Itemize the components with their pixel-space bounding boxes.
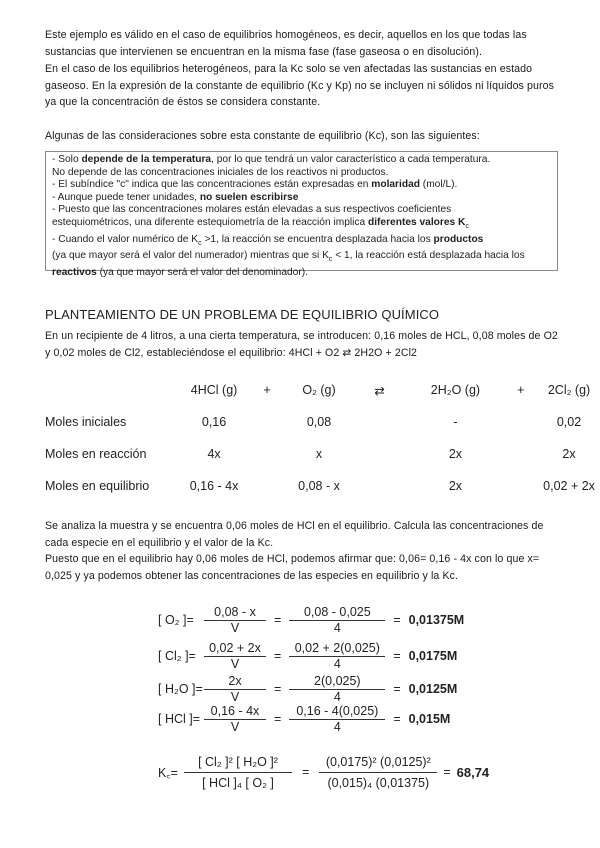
table-cell: x [315,447,323,461]
header-cell: 4HCl (g) [190,383,238,397]
table-header-row [45,374,600,406]
formula-cl2: [ Cl₂ ]= $\frac{0,02 + 2x}{V}$ = $\frac{0,02 + 2(0,025)}{4}$ = 0,0175M [158,640,458,671]
table-cell: 2x [448,447,463,461]
table-cell: 0,02 [556,415,582,429]
consideration-temperature: - Solo depende de la temperatura, por lo que tendrá un valor característico a cada temperatura. [52,154,491,165]
consideration-initial: No depende de las concentraciones iniciales de los reactivos ni productos. [52,166,389,178]
row-label: Moles en reacción [45,447,147,461]
result-kc: 68,74 [456,764,490,780]
consideration-kc-small: (ya que mayor será el valor del numerador) mientras que si $K_c < 1$, la reacción está desplazada hacia los [52,250,525,264]
table-cell: 0,16 - 4x [189,479,239,493]
header-cell: + [517,383,525,397]
formula-hcl: [ HCl ]= $\frac{0,16 - 4x}{V}$ = $\frac{0,16 - 4(0,025)}{4}$ = 0,015M [158,703,451,734]
table-cell: 0,16 [201,415,227,429]
analysis-solution-paragraph: Puesto que en el equilibrio hay 0,06 moles de HCl, podemos afirmar que: 0,06= 0,16 - 4x con lo que x= 0,025 y ya podemos obtener las concentraciones de las especies en equilibrio y la Kc. [45,553,540,582]
result-cl2: 0,0175M [408,649,458,663]
formula-h2o: [ H₂O ]= $\frac{2x}{V}$ = $\frac{2(0,025)}{4}$ = 0,0125M [158,673,458,704]
table-row [45,406,600,438]
analysis-paragraph: Se analiza la muestra y se encuentra 0,06 moles de HCl en el equilibrio. Calcula las concentraciones de cada especie en el equilibrio y el valor de la Kc. [45,520,544,549]
consideration-kc-large: - Cuando el valor numérico de $K_c >1$, la reacción se encuentra desplazada hacia los productos [52,233,484,247]
header-cell: 2H₂O (g) [430,383,481,397]
table-cell: 0,08 [306,415,332,429]
consideration-units: - Aunque puede tener unidades, no suelen escribirse [52,191,299,203]
table-cell: 4x [207,447,221,461]
intro-paragraph-heterogeneous: En el caso de los equilibrios heterogéneos, para la Kc solo se ven afectadas las sustancias en estado gaseoso. En la expresión de la constante de equilibrio (Kc y Kp) no se incluyen ni sólidos ni líquidos puros ya que la concentración de éstos se considera constante. [45,63,555,108]
table-cell: 0,02 + 2x [543,479,595,493]
considerations-box [45,151,558,278]
table-cell: 2x [562,447,576,461]
section-heading: PLANTEAMIENTO DE UN PROBLEMA DE EQUILIBRIO QUÍMICO [45,307,440,322]
consideration-reactants: reactivos (ya que mayor será el valor del denominador). [52,266,308,278]
row-label: Moles iniciales [45,415,127,429]
result-o2: 0,01375M [408,613,465,627]
table-cell: 0,08 - x [298,479,340,493]
table-cell: - [453,415,458,429]
consideration-molarity: - El subíndice "c" indica que las concentraciones están expresadas en molaridad (mol/L). [52,179,458,191]
row-label: Moles en equilibrio [45,479,150,493]
table-row [45,470,600,502]
consideration-stoichiometry-cont: estequiométricos, una diferente estequiometría de la reacción implica diferentes valores $K_c$ [52,216,469,230]
problem-statement: En un recipiente de 4 litros, a una cierta temperatura, se introducen: 0,16 moles de HCL, 0,08 moles de O2 y 0,02 moles de Cl2, estableciéndose el equilibrio: 4HCl + O2 ⇄ 2H2O + 2Cl2 [45,330,558,359]
result-hcl: 0,015M [408,712,451,726]
table-row [45,438,600,470]
header-cell: + [263,383,271,397]
table-cell: 2x [448,479,463,493]
header-cell: 2Cl₂ (g) [547,383,591,397]
intro-paragraph-homogeneous: Este ejemplo es válido en el caso de equilibrios homogéneos, es decir, aquellos en los que todas las sustancias que intervienen se encuentran en la misma fase (fase gaseosa o en disolución). [45,29,527,58]
equilibrium-table [45,374,600,502]
intro-considerations-lead: Algunas de las consideraciones sobre esta constante de equilibrio (Kc), son las siguientes: [45,130,480,142]
header-cell: O₂ (g) [302,383,336,397]
consideration-stoichiometry: - Puesto que las concentraciones molares están elevadas a sus respectivos coeficientes [52,204,452,216]
result-h2o: 0,0125M [408,682,458,696]
formula-o2: [ O₂ ]= $\frac{0,08 - x}{V}$ = $\frac{0,08 - 0,025}{4}$ = 0,01375M [158,604,465,635]
header-cell: ⇄ [374,383,385,398]
formula-kc: K꜀= $\frac{\text{[ Cl₂ ]² [ H₂O ]²}}{\text{[ HCl ]₄ [ O₂ ]}}$ = $\frac{\text{(0,0175)² (0,0125)²}}{\text{(0,015)₄ (0,01375)}}$ = 68,74 [158,748,489,796]
